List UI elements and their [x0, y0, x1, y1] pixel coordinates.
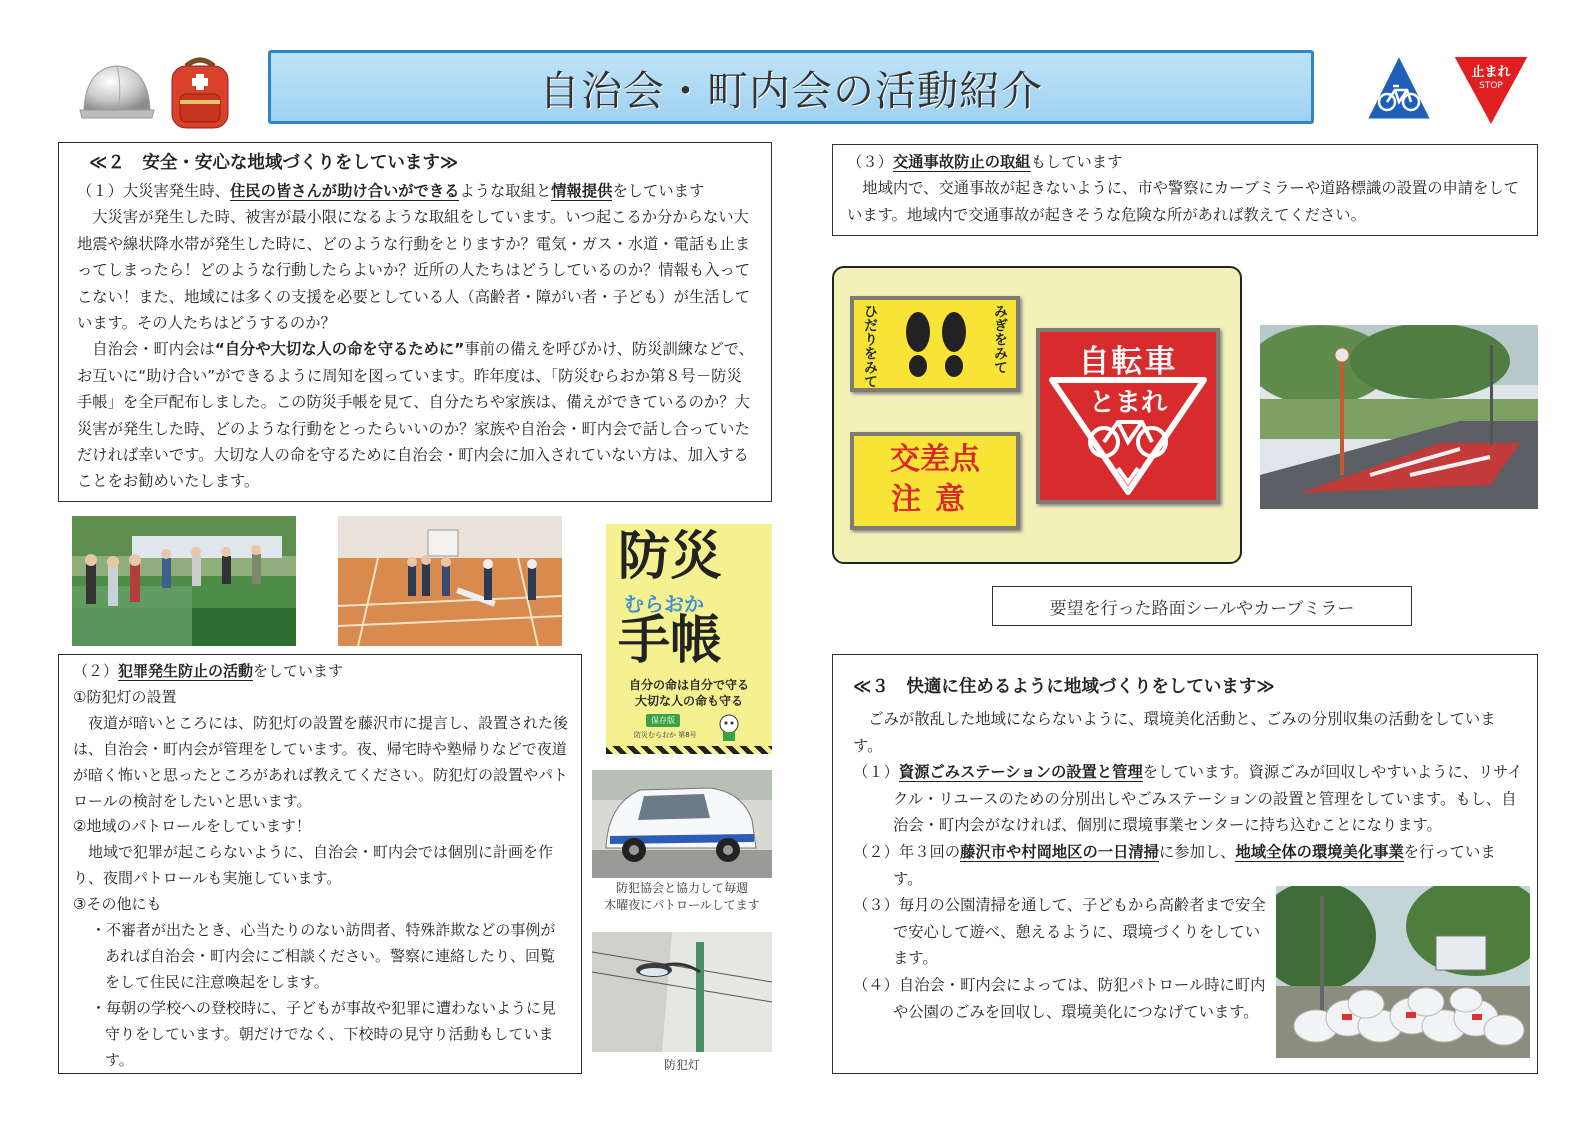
- traffic-heading-suffix: もしています: [1030, 153, 1123, 171]
- bicycle-road-sign-icon: [1364, 52, 1434, 124]
- streetlight-item-text: 夜道が暗いところには、防犯灯の設置を藤沢市に提言し、設置された後は、自治会・町内会が管理をしています。夜、帰宅時や塾帰りなどで夜道が暗く怖いと思ったところがあれば教えてください。防犯灯の設置やパトロールの検討をしたいと思います。: [73, 713, 569, 810]
- booklet-slogan-1: 自分の命は自分で守る: [628, 678, 749, 692]
- stop-sign-icon: [1450, 52, 1532, 128]
- booklet-title-line2: むらおか: [624, 592, 704, 616]
- environment-section-title: ≪３ 快適に住めるように地域づくりをしています≫: [853, 677, 1275, 697]
- patrol-item-title: ②地域のパトロールをしています！: [73, 817, 311, 836]
- crime-heading-underlined: 犯罪発生防止の活動: [118, 662, 254, 680]
- collected-garbage-photo: [1276, 886, 1530, 1058]
- para2-rest: 事前の備えを呼びかけ、防災訓練などで、お互いに“助け合い”ができるように周知を図っています。昨年度は、「防災むらおか第８号－防災手帳」を全戸配布しました。この防災手帳を見て、自分たちや家族は、備えができているのか？大災害が発生した時、どのような行動をとったらいいのか？家族や自治会・町内会で話し合っていただければ幸いです。大切な人の命を守るために自治会・町内会に加入されていない方は、加入することをお勧めいたします。: [77, 340, 754, 491]
- disaster-paragraph-2: [77, 336, 755, 494]
- patrol-caption-line2: 木曜夜にパトロールしてます: [604, 898, 760, 912]
- para2-start: 自治会・町内会は: [92, 340, 215, 359]
- school-watch-bullet: ・毎朝の学校への登校時に、子どもが事故や犯罪に遭わないように見守りをしています。朝だけでなく、下校時の見守り活動もしています。: [91, 998, 557, 1069]
- page-title: 自治会・町内会の活動紹介: [539, 66, 1043, 115]
- traffic-safety-box: [832, 144, 1538, 236]
- booklet-footer: 防災むらおか 第8号: [634, 731, 697, 739]
- traffic-text: 地域内で、交通事故が起きないように、市や警察にカーブミラーや道路標識の設置の申請をしています。地域内で交通事故が起きそうな危険な所があれば教えてください。: [847, 179, 1519, 224]
- disaster-drill-photo-pool: [72, 516, 296, 646]
- crime-heading: [73, 659, 569, 685]
- item2-suffix: を行っています。: [893, 842, 1496, 888]
- patrol-photo-caption: [582, 880, 782, 914]
- road-sticker-panel: [832, 266, 1242, 564]
- subheading-mid: ような取組と: [459, 182, 552, 200]
- booklet-hazard-stripe: [606, 746, 772, 754]
- safety-section-box: [58, 142, 772, 502]
- look-left-right-sticker: [850, 296, 1020, 392]
- bicycle-stop-text: とまれ: [1088, 388, 1167, 418]
- beautification-underlined: 地域全体の環境美化事業: [1235, 842, 1404, 861]
- patrol-item-text: 地域で犯罪が起こらないように、自治会・町内会では個別に計画を作り、夜間パトロールも実施しています。: [73, 843, 554, 888]
- road-marking-photo: [1260, 325, 1538, 509]
- booklet-title-line1: 防災: [618, 527, 723, 587]
- item2-prefix: （２）年３回の: [853, 842, 961, 861]
- para2-emphasis: “自分や大切な人の命を守るために”: [214, 340, 465, 359]
- booklet-slogan-2: 大切な人の命も守る: [634, 694, 743, 708]
- emergency-backpack-icon: [162, 56, 238, 132]
- patrol-car-photo: [592, 770, 772, 878]
- look-right-text: みぎをみて: [992, 304, 1008, 374]
- subheading-suffix: をしています: [612, 182, 705, 200]
- streetlight-item-title: ①防犯灯の設置: [73, 687, 177, 706]
- footprints-icon: [892, 308, 982, 382]
- item1-text: をしています。資源ごみが回収しやすいように、リサイクル・リユースのための分別出しやごみステーションの設置と管理をしています。もし、自治会・町内会がなければ、個別に環境事業センターに持ち込むことになります。: [893, 763, 1523, 835]
- streetlight-photo: [592, 932, 772, 1052]
- caution-text: 注意: [891, 482, 979, 517]
- subheading-prefix: （１）大災害発生時、: [77, 182, 230, 200]
- safety-section-title: ≪２ 安全・安心な地域づくりをしています≫: [89, 153, 459, 173]
- environment-intro: ごみが散乱した地域にならないように、環境美化活動と、ごみの分別収集の活動をしています。: [853, 710, 1496, 755]
- intersection-text: 交差点: [890, 442, 980, 477]
- mutual-help-text: 住民の皆さんが助け合いができる: [229, 182, 460, 200]
- bicycle-title-text: 自転車: [1078, 344, 1178, 380]
- crime-heading-prefix: （２）: [73, 662, 119, 680]
- booklet-title-line3: 手帳: [618, 611, 723, 671]
- item1-prefix: （１）: [853, 763, 899, 782]
- item2-mid: に参加し、: [1158, 842, 1236, 861]
- traffic-photo-caption: 要望を行った路面シールやカーブミラー: [992, 586, 1412, 626]
- resource-station-item: [853, 759, 1523, 839]
- stop-sign-text: 止まれ: [1471, 65, 1511, 80]
- crime-prevention-box: [58, 654, 582, 1074]
- mascot-icon: [714, 712, 744, 742]
- look-left-text: ひだりをみて: [862, 304, 878, 388]
- disaster-subheading: [77, 178, 755, 204]
- other-item-title: ③その他にも: [73, 895, 162, 914]
- traffic-heading-prefix: （３）: [847, 153, 893, 171]
- park-cleaning-item: （３）毎月の公園清掃を通して、子どもから高齢者まで安全で安心して遊べ、憩えるように、環境づくりをしています。: [853, 896, 1266, 968]
- info-sharing-text: 情報提供: [551, 182, 613, 200]
- bosai-booklet-cover: [606, 524, 772, 754]
- suspicious-person-bullet: ・不審者が出たとき、心当たりのない訪問者、特殊詐欺などの事例があれば自治会・町内会にご相談ください。警察に連絡したり、回覧をして住民に注意喚起をします。: [91, 921, 556, 991]
- cleanup-day-item: [853, 839, 1523, 892]
- crime-heading-suffix: をしています: [253, 662, 344, 680]
- patrol-caption-line1: 防犯協会と協力して毎週: [615, 881, 748, 895]
- patrol-litter-item: （４）自治会・町内会によっては、防犯パトロール時に町内や公園のごみを回収し、環境美化につなげています。: [853, 975, 1266, 1021]
- title-banner: [268, 50, 1314, 124]
- disaster-drill-photo-gym: [338, 516, 562, 646]
- resource-station-underlined: 資源ごみステーションの設置と管理: [898, 763, 1143, 782]
- bicycle-stop-sticker: [1036, 328, 1220, 504]
- stop-sign-subtext: STOP: [1479, 81, 1503, 91]
- disaster-paragraph-1: 大災害が発生した時、被害が最小限になるような取組をしています。いつ起こるか分からない大地震や線状降水帯が発生した時に、どのような行動をとりますか？電気・ガス・水道・電話も止まってしまったら！どのような行動したらよいか？近所の人たちはどうしているのか？情報も入ってこない！また、地域には多くの支援を必要としている人（高齢者・障がい者・子ども）が生活しています。その人たちはどうするのか？: [77, 208, 751, 333]
- helmet-icon: [78, 60, 156, 124]
- streetlight-photo-caption: 防犯灯: [663, 1058, 700, 1072]
- traffic-heading: [847, 149, 1525, 175]
- cleanup-day-underlined: 藤沢市や村岡地区の一日清掃: [960, 842, 1159, 861]
- intersection-caution-sticker: [850, 432, 1020, 530]
- traffic-heading-underlined: 交通事故防止の取組: [892, 153, 1031, 171]
- booklet-badge: 保存版: [646, 714, 680, 727]
